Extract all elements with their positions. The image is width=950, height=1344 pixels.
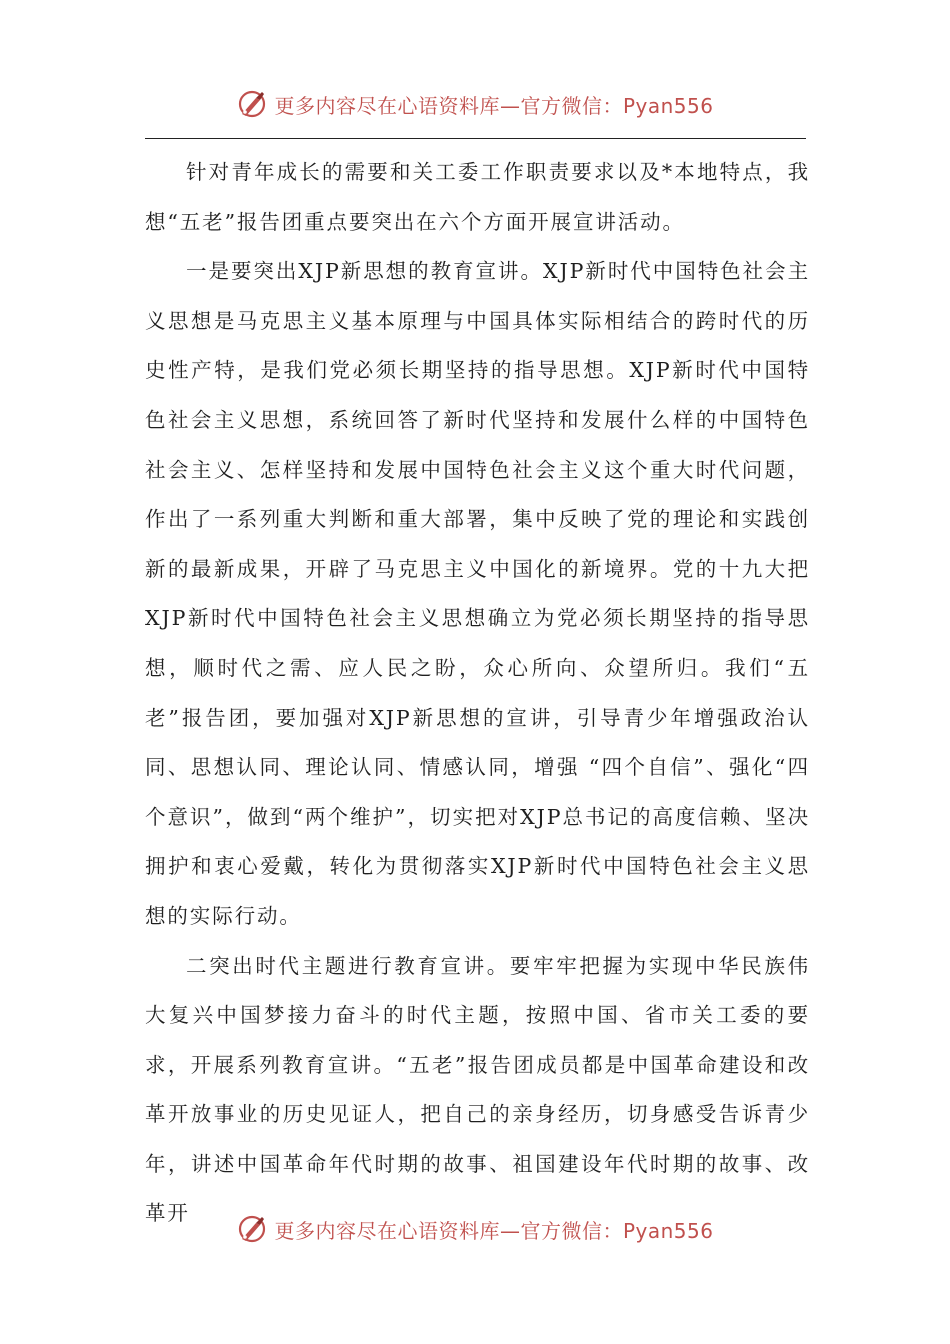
paragraph-first-point: 一是要突出XJP新思想的教育宣讲。XJP新时代中国特色社会主义思想是马克思主义基本原理与中国具体实际相结合的跨时代的历史性产特，是我们党必须长期坚持的指导思想。XJP新时代中国特色社会主义思想，系统回答了新时代坚持和发展什么样的中国特色社会主义、怎样坚持和发展中国特色社会主义这个重大时代问题，作出了一系列重大判断和重大部署，集中反映了党的理论和实践创新的最新成果，开辟了马克思主义中国化的新境界。党的十九大把XJP新时代中国特色社会主义思想确立为党必须长期坚持的指导思想，顺时代之需、应人民之盼，众心所向、众望所归。我们“五老”报告团，要加强对XJP新思想的宣讲，引导青少年增强政治认同、思想认同、理论认同、情感认同，增强 “四个自信”、强化“四个意识”，做到“两个维护”，切实把对XJP总书记的高度信赖、坚决拥护和衷心爱戴，转化为贯彻落实XJP新时代中国特色社会主义思想的实际行动。 [145,259,810,928]
document-body [145,148,810,1239]
footer-watermark-banner [0,1207,950,1251]
footer-banner-text: 更多内容尽在心语资料库—官方微信：Pyan556 [274,1218,714,1243]
header-divider [145,138,806,139]
header-banner-text: 更多内容尽在心语资料库—官方微信：Pyan556 [274,93,714,118]
paragraph-intro: 针对青年成长的需要和关工委工作职责要求以及*本地特点，我想“五老”报告团重点要突出在六个方面开展宣讲活动。 [145,160,810,234]
ink-pen-logo-icon [236,1213,268,1245]
header-watermark-banner [0,82,950,126]
ink-pen-logo-icon [236,88,268,120]
paragraph-second-point: 二突出时代主题进行教育宣讲。要牢牢把握为实现中华民族伟大复兴中国梦接力奋斗的时代主题，按照中国、省市关工委的要求，开展系列教育宣讲。“五老”报告团成员都是中国革命建设和改革开放事业的历史见证人，把自己的亲身经历，切身感受告诉青少年，讲述中国革命年代时期的故事、祖国建设年代时期的故事、改革开 [145,953,810,1226]
